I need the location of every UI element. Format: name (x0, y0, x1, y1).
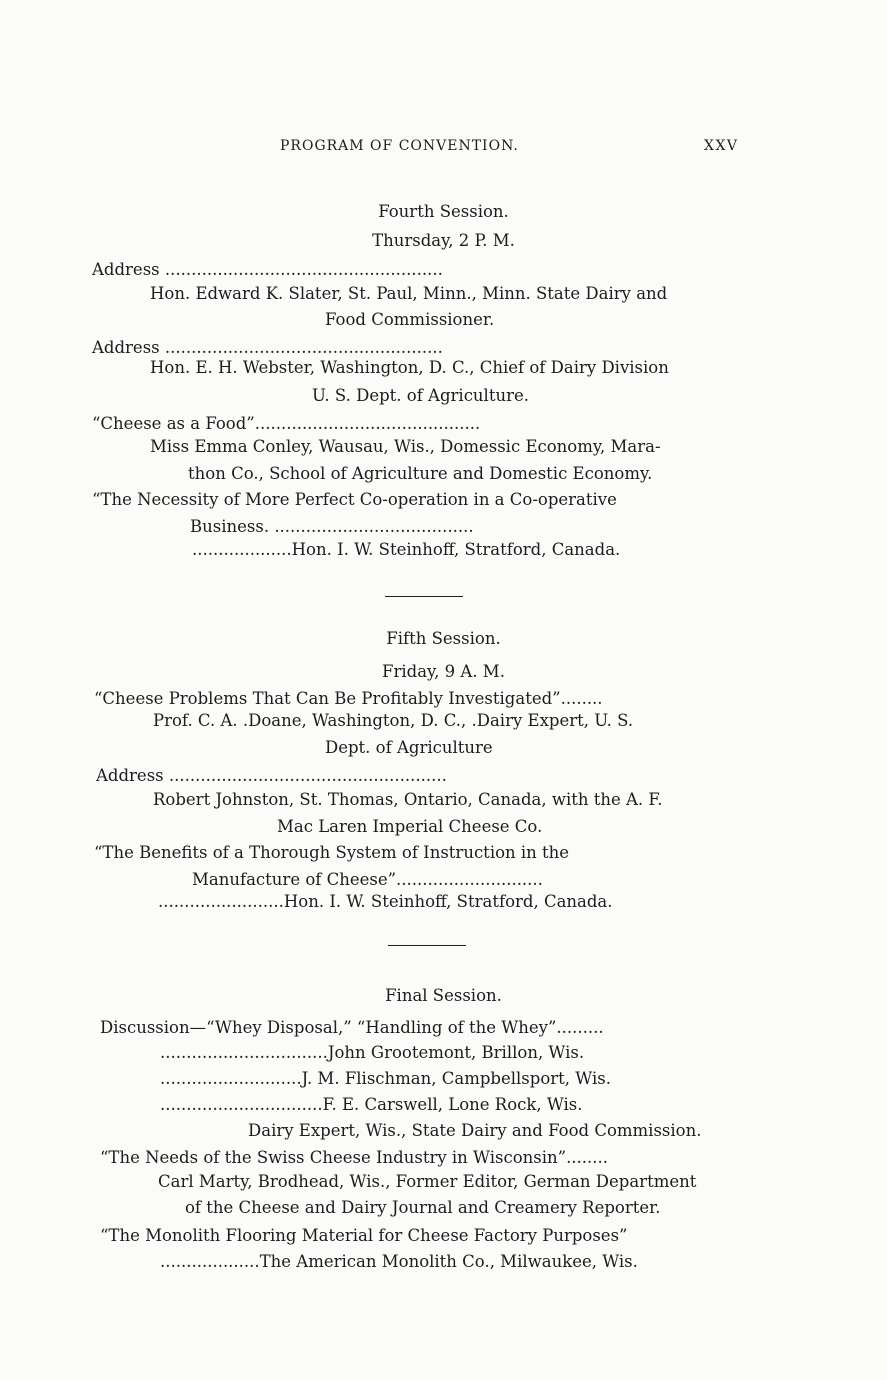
program-line: Dept. of Agriculture (325, 738, 493, 757)
program-line: Hon. E. H. Webster, Washington, D. C., Chief of Dairy Division (150, 358, 669, 377)
program-line: ...................Hon. I. W. Steinhoff, Stratford, Canada. (192, 540, 621, 559)
program-line: ...........................J. M. Flischman, Campbellsport, Wis. (160, 1069, 611, 1088)
program-line: Address ..................................................... (96, 766, 447, 785)
program-line: Mac Laren Imperial Cheese Co. (277, 817, 543, 836)
section-divider (388, 945, 466, 946)
program-line: “The Needs of the Swiss Cheese Industry in Wisconsin”........ (100, 1148, 609, 1167)
program-line: U. S. Dept. of Agriculture. (312, 386, 529, 405)
session-time-fifth: Friday, 9 A. M. (382, 662, 505, 681)
program-line: ................................John Grootemont, Brillon, Wis. (160, 1043, 585, 1062)
program-line: “The Necessity of More Perfect Co-operation in a Co-operative (92, 490, 617, 509)
program-line: Robert Johnston, St. Thomas, Ontario, Canada, with the A. F. (153, 790, 663, 809)
session-time-fourth: Thursday, 2 P. M. (372, 231, 515, 250)
program-line: Address ..................................................... (92, 338, 443, 357)
program-line: Address ..................................................... (92, 260, 443, 279)
program-line: Miss Emma Conley, Wausau, Wis., Domessic Economy, Mara- (150, 437, 661, 456)
program-line: Food Commissioner. (325, 310, 495, 329)
program-line: ...................The American Monolith Co., Milwaukee, Wis. (160, 1252, 638, 1271)
program-line: Discussion—“Whey Disposal,” “Handling of the Whey”......... (100, 1018, 604, 1037)
program-line: of the Cheese and Dairy Journal and Creamery Reporter. (185, 1198, 661, 1217)
program-line: “The Monolith Flooring Material for Cheese Factory Purposes” (100, 1226, 628, 1245)
section-divider (385, 596, 463, 597)
program-line: Carl Marty, Brodhead, Wis., Former Editor, German Department (158, 1172, 697, 1191)
session-heading-fourth: Fourth Session. (378, 202, 509, 221)
program-line: Dairy Expert, Wis., State Dairy and Food Commission. (248, 1121, 702, 1140)
program-line: “Cheese as a Food”........................................... (92, 414, 481, 433)
program-line: Hon. Edward K. Slater, St. Paul, Minn., Minn. State Dairy and (150, 284, 668, 303)
program-line: thon Co., School of Agriculture and Domestic Economy. (188, 464, 653, 483)
page-number: XXV (704, 138, 739, 154)
program-line: ...............................F. E. Carswell, Lone Rock, Wis. (160, 1095, 583, 1114)
program-line: “The Benefits of a Thorough System of Instruction in the (94, 843, 570, 862)
program-line: Prof. C. A. .Doane, Washington, D. C., .Dairy Expert, U. S. (153, 711, 634, 730)
program-line: ........................Hon. I. W. Steinhoff, Stratford, Canada. (158, 892, 613, 911)
session-heading-fifth: Fifth Session. (386, 629, 501, 648)
program-line: “Cheese Problems That Can Be Profitably Investigated”........ (94, 689, 603, 708)
session-heading-final: Final Session. (385, 986, 502, 1005)
program-line: Manufacture of Cheese”............................ (192, 870, 543, 889)
program-line: Business. ...................................... (190, 517, 474, 536)
running-title: PROGRAM OF CONVENTION. (280, 138, 519, 154)
